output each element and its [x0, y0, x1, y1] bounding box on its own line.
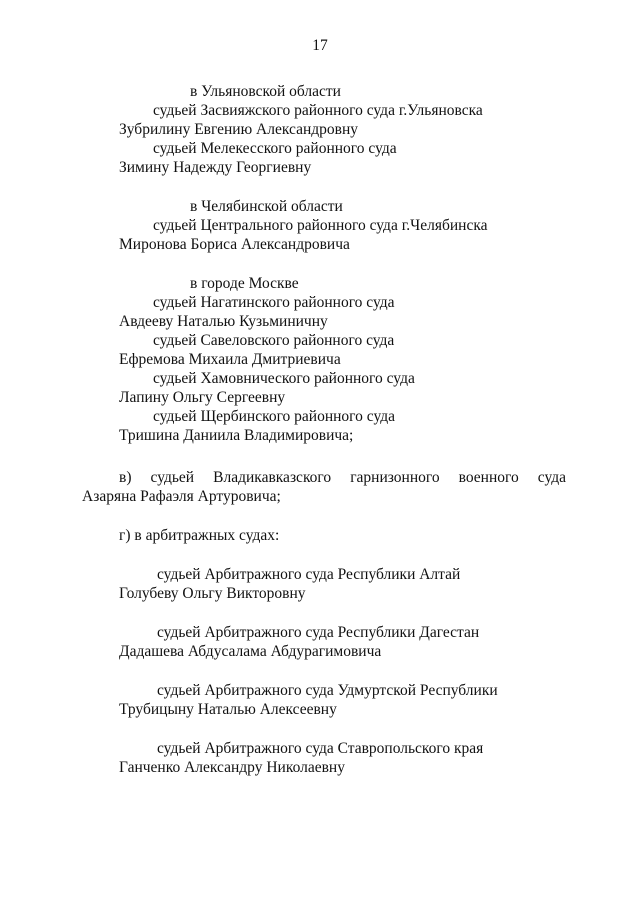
court-line: судьей Арбитражного суда Удмуртской Республики	[157, 682, 498, 699]
judge-name: Зубрилину Евгению Александровну	[119, 121, 359, 138]
judge-name: Тришина Даниила Владимировича;	[119, 427, 354, 444]
judge-name: Авдееву Наталью Кузьминичну	[119, 313, 328, 330]
court-line: судьей Нагатинского районного суда	[153, 294, 395, 311]
court-line: судьей Арбитражного суда Республики Дагестан	[157, 624, 480, 641]
court-line: судьей Засвияжского районного суда г.Ульяновска	[153, 102, 483, 119]
court-line: судьей Арбитражного суда Ставропольского края	[157, 740, 484, 757]
judge-name: Азаряна Рафаэля Артуровича;	[82, 488, 281, 505]
judge-name: Ганченко Александру Николаевну	[119, 759, 345, 776]
judge-name: Лапину Ольгу Сергеевну	[119, 389, 286, 406]
judge-name: Миронова Бориса Александровича	[119, 236, 350, 253]
court-line: судьей Щербинского районного суда	[153, 408, 395, 425]
court-line: судьей Мелекесского районного суда	[153, 140, 397, 157]
court-line: судьей Центрального районного суда г.Челябинска	[153, 217, 488, 234]
court-line: судьей Савеловского районного суда	[153, 332, 395, 349]
region-heading-ulyanovsk: в Ульяновской области	[190, 83, 341, 100]
item-g-arbitration-courts: г) в арбитражных судах:	[119, 527, 280, 544]
page-number: 17	[312, 37, 328, 54]
judge-name: Зимину Надежду Георгиевну	[119, 159, 312, 176]
court-line: судьей Арбитражного суда Республики Алтай	[157, 566, 461, 583]
judge-name: Ефремова Михаила Дмитриевича	[119, 351, 341, 368]
region-heading-moscow: в городе Москве	[190, 275, 299, 292]
judge-name: Голубеву Ольгу Викторовну	[119, 585, 306, 602]
region-heading-chelyabinsk: в Челябинской области	[190, 198, 343, 215]
judge-name: Трубицыну Наталью Алексеевну	[119, 701, 337, 718]
judge-name: Дадашева Абдусалама Абдурагимовича	[119, 643, 382, 660]
item-v-garrison-court: в) судьей Владикавказского гарнизонного военного суда	[119, 469, 566, 486]
court-line: судьей Хамовнического районного суда	[153, 370, 415, 387]
